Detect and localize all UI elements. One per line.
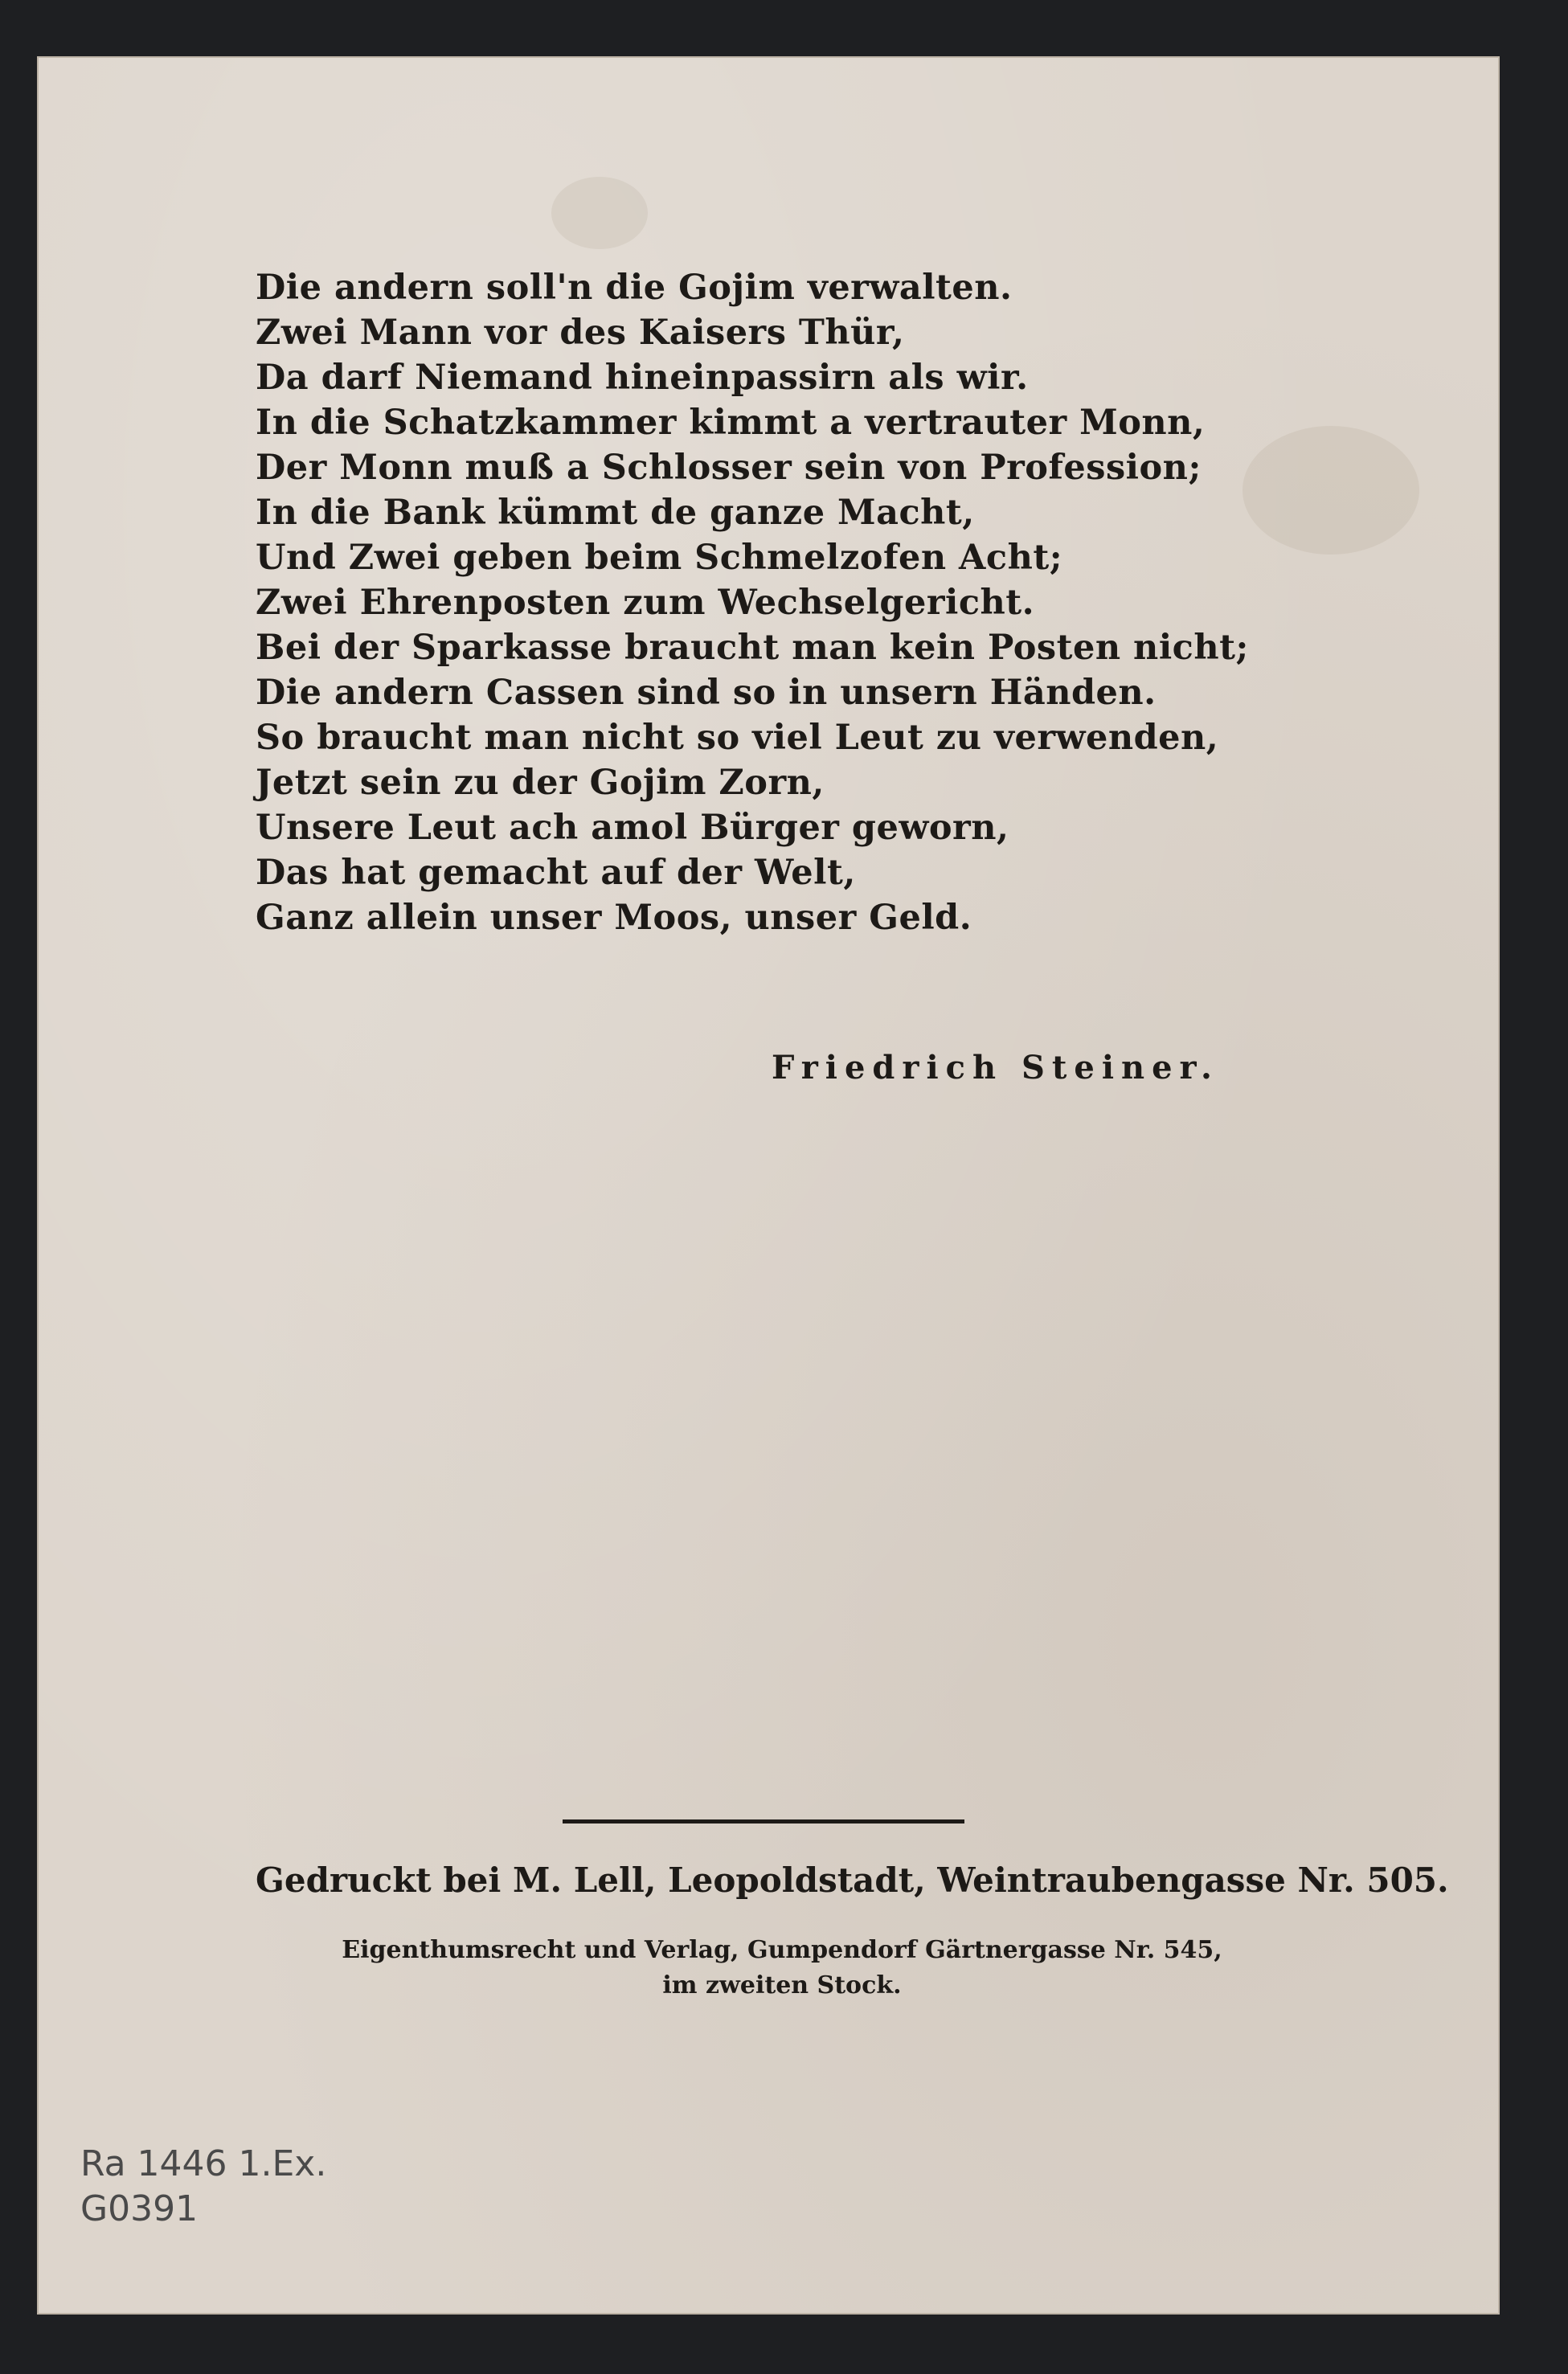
poem-line: Und Zwei geben beim Schmelzofen Acht; bbox=[256, 538, 1063, 578]
shelfmark-line: G0391 bbox=[80, 2188, 199, 2229]
poem-line: In die Schatzkammer kimmt a vertrauter Monn, bbox=[256, 403, 1206, 443]
publisher-imprint bbox=[256, 1933, 1308, 2004]
poem-line: Zwei Mann vor des Kaisers Thür, bbox=[256, 313, 905, 353]
shelfmark-line: Ra 1446 1.Ex. bbox=[80, 2143, 327, 2184]
poem-line: Unsere Leut ach amol Bürger geworn, bbox=[256, 808, 1009, 848]
shelfmark-annotation bbox=[80, 2142, 326, 2232]
poem-line: Das hat gemacht auf der Welt, bbox=[256, 853, 856, 893]
printer-imprint: Gedruckt bei M. Lell, Leopoldstadt, Weintraubengasse Nr. 505. bbox=[256, 1860, 1449, 1900]
poem-line: Die andern Cassen sind so in unsern Händen. bbox=[256, 673, 1157, 713]
author-signature: Friedrich Steiner. bbox=[772, 1049, 1219, 1087]
poem-line: In die Bank kümmt de ganze Macht, bbox=[256, 493, 975, 533]
poem-line: Ganz allein unser Moos, unser Geld. bbox=[256, 898, 972, 938]
poem-line: Jetzt sein zu der Gojim Zorn, bbox=[256, 763, 825, 803]
poem-line: So braucht man nicht so viel Leut zu verwenden, bbox=[256, 718, 1219, 758]
poem-line: Da darf Niemand hineinpassirn als wir. bbox=[256, 358, 1029, 398]
poem-text bbox=[256, 265, 1397, 940]
paper-stain bbox=[551, 177, 648, 249]
poem-line: Zwei Ehrenposten zum Wechselgericht. bbox=[256, 583, 1035, 623]
poem-line: Der Monn muß a Schlosser sein von Profession; bbox=[256, 448, 1202, 488]
poem-line: Bei der Sparkasse braucht man kein Posten nicht; bbox=[256, 628, 1249, 668]
publisher-line: im zweiten Stock. bbox=[662, 1971, 902, 1999]
publisher-line: Eigenthumsrecht und Verlag, Gumpendorf Gärtnergasse Nr. 545, bbox=[342, 1936, 1222, 1964]
poem-line: Die andern soll'n die Gojim verwalten. bbox=[256, 268, 1013, 308]
divider-rule bbox=[563, 1819, 964, 1823]
